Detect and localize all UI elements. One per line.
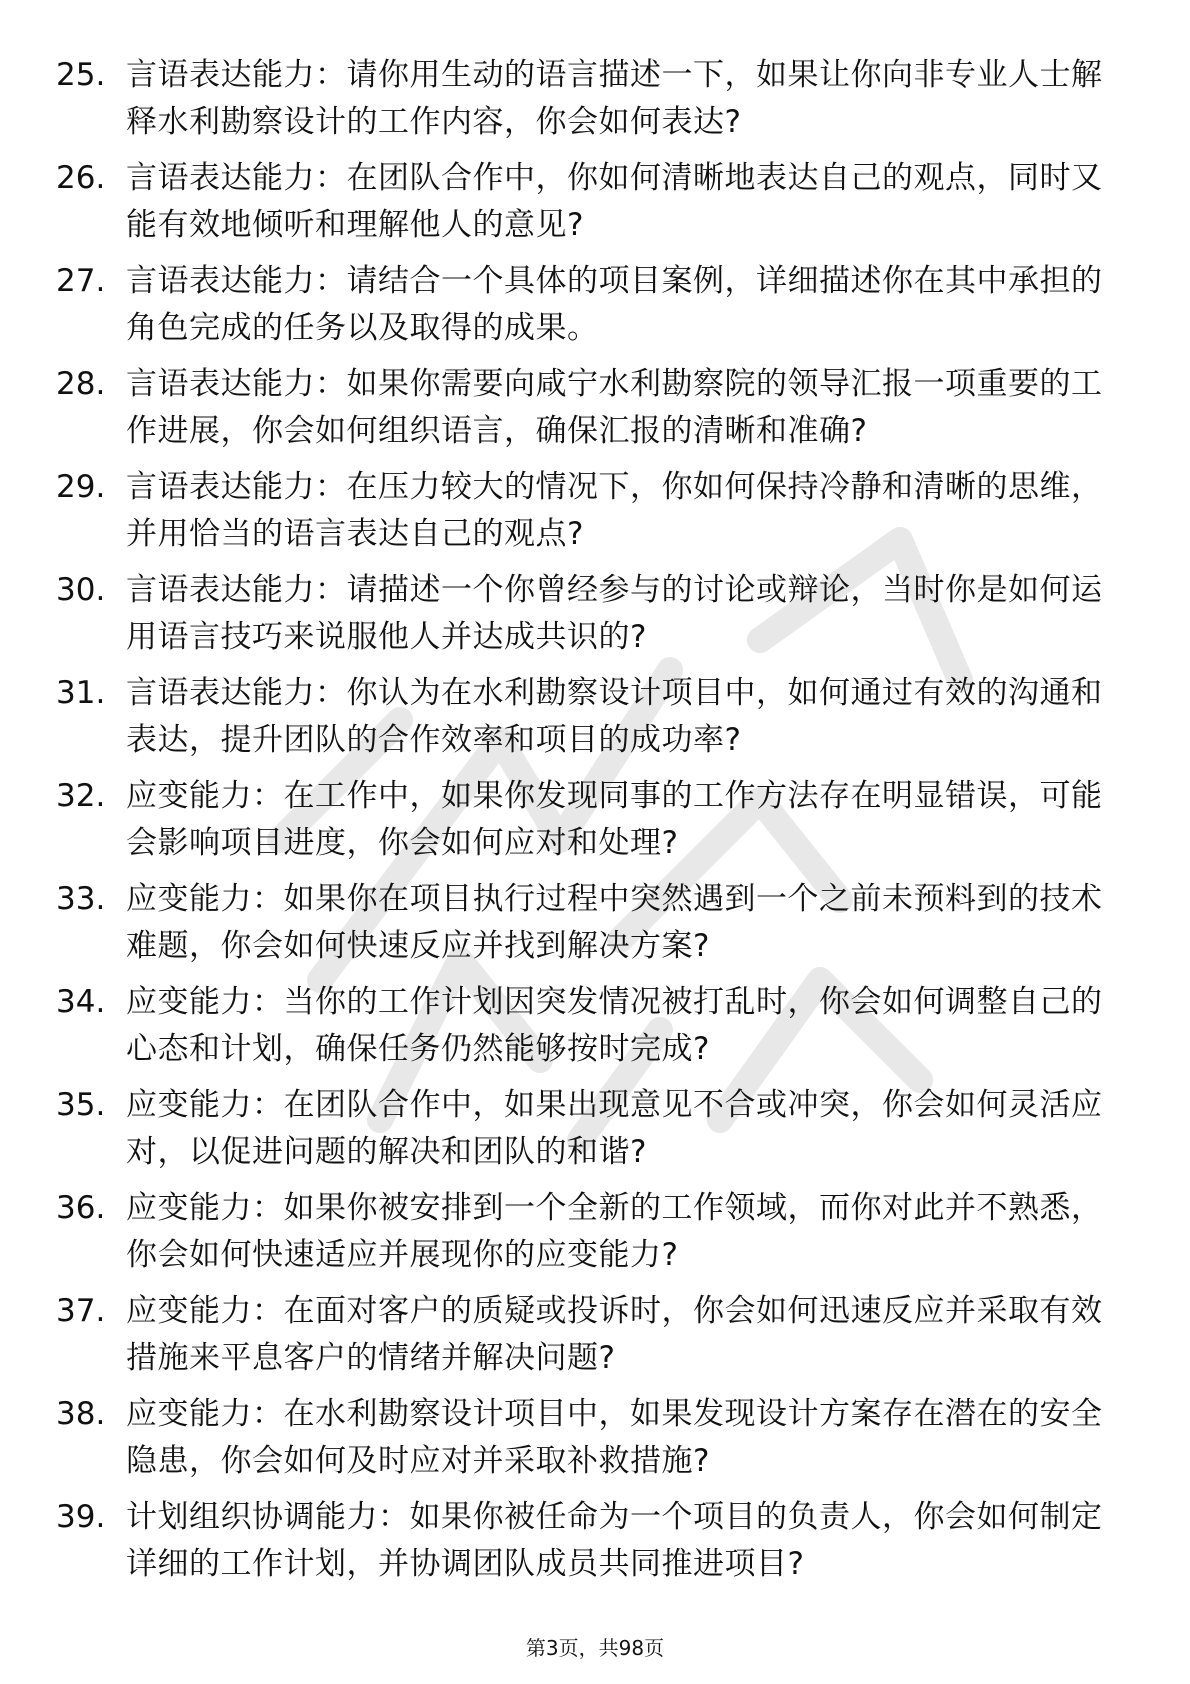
question-number: 25.	[56, 57, 106, 93]
question-number: 31.	[56, 675, 106, 711]
question-number: 28.	[56, 366, 106, 402]
question-item	[56, 1391, 1116, 1485]
question-text: 应变能力：在团队合作中，如果出现意见不合或冲突，你会如何灵活应对，以促进问题的解决和团队的和谐?	[126, 1087, 1103, 1170]
question-text: 言语表达能力：在压力较大的情况下，你如何保持冷静和清晰的思维，并用恰当的语言表达自己的观点?	[126, 469, 1103, 552]
question-number: 37.	[56, 1293, 106, 1329]
question-text: 言语表达能力：你认为在水利勘察设计项目中，如何通过有效的沟通和表达，提升团队的合作效率和项目的成功率?	[126, 675, 1103, 758]
question-item	[56, 464, 1116, 558]
question-number: 39.	[56, 1499, 106, 1535]
question-number: 30.	[56, 572, 106, 608]
question-number: 26.	[56, 160, 106, 196]
question-number: 32.	[56, 778, 106, 814]
page-number-label: 第3页，共98页	[525, 1636, 665, 1660]
question-item	[56, 773, 1116, 867]
question-item	[56, 670, 1116, 764]
question-text: 计划组织协调能力：如果你被任命为一个项目的负责人，你会如何制定详细的工作计划，并协调团队成员共同推进项目?	[126, 1499, 1103, 1582]
question-item	[56, 1288, 1116, 1382]
question-item	[56, 258, 1116, 352]
question-item	[56, 52, 1116, 146]
question-text: 言语表达能力：请你用生动的语言描述一下，如果让你向非专业人士解释水利勘察设计的工作内容，你会如何表达?	[126, 57, 1103, 140]
question-text: 言语表达能力：如果你需要向咸宁水利勘察院的领导汇报一项重要的工作进展，你会如何组织语言，确保汇报的清晰和准确?	[126, 366, 1103, 449]
question-text: 应变能力：如果你被安排到一个全新的工作领域，而你对此并不熟悉，你会如何快速适应并展现你的应变能力?	[126, 1190, 1103, 1273]
question-text: 应变能力：如果你在项目执行过程中突然遇到一个之前未预料到的技术难题，你会如何快速反应并找到解决方案?	[126, 881, 1103, 964]
question-item	[56, 155, 1116, 249]
question-number: 36.	[56, 1190, 106, 1226]
question-list	[56, 52, 1116, 1597]
question-item	[56, 567, 1116, 661]
question-item	[56, 876, 1116, 970]
question-text: 言语表达能力：请描述一个你曾经参与的讨论或辩论，当时你是如何运用语言技巧来说服他人并达成共识的?	[126, 572, 1103, 655]
question-number: 33.	[56, 881, 106, 917]
question-item	[56, 1494, 1116, 1588]
page-footer	[0, 1634, 1190, 1662]
question-text: 应变能力：在工作中，如果你发现同事的工作方法存在明显错误，可能会影响项目进度，你会如何应对和处理?	[126, 778, 1103, 861]
question-number: 34.	[56, 984, 106, 1020]
question-text: 应变能力：在水利勘察设计项目中，如果发现设计方案存在潜在的安全隐患，你会如何及时应对并采取补救措施?	[126, 1396, 1103, 1479]
question-item	[56, 979, 1116, 1073]
question-text: 应变能力：在面对客户的质疑或投诉时，你会如何迅速反应并采取有效措施来平息客户的情绪并解决问题?	[126, 1293, 1103, 1376]
question-text: 应变能力：当你的工作计划因突发情况被打乱时，你会如何调整自己的心态和计划，确保任务仍然能够按时完成?	[126, 984, 1103, 1067]
question-item	[56, 1185, 1116, 1279]
question-number: 27.	[56, 263, 106, 299]
question-number: 35.	[56, 1087, 106, 1123]
question-text: 言语表达能力：在团队合作中，你如何清晰地表达自己的观点，同时又能有效地倾听和理解他人的意见?	[126, 160, 1103, 243]
question-number: 29.	[56, 469, 106, 505]
question-item	[56, 1082, 1116, 1176]
question-item	[56, 361, 1116, 455]
question-text: 言语表达能力：请结合一个具体的项目案例，详细描述你在其中承担的角色完成的任务以及取得的成果。	[126, 263, 1103, 346]
question-number: 38.	[56, 1396, 106, 1432]
